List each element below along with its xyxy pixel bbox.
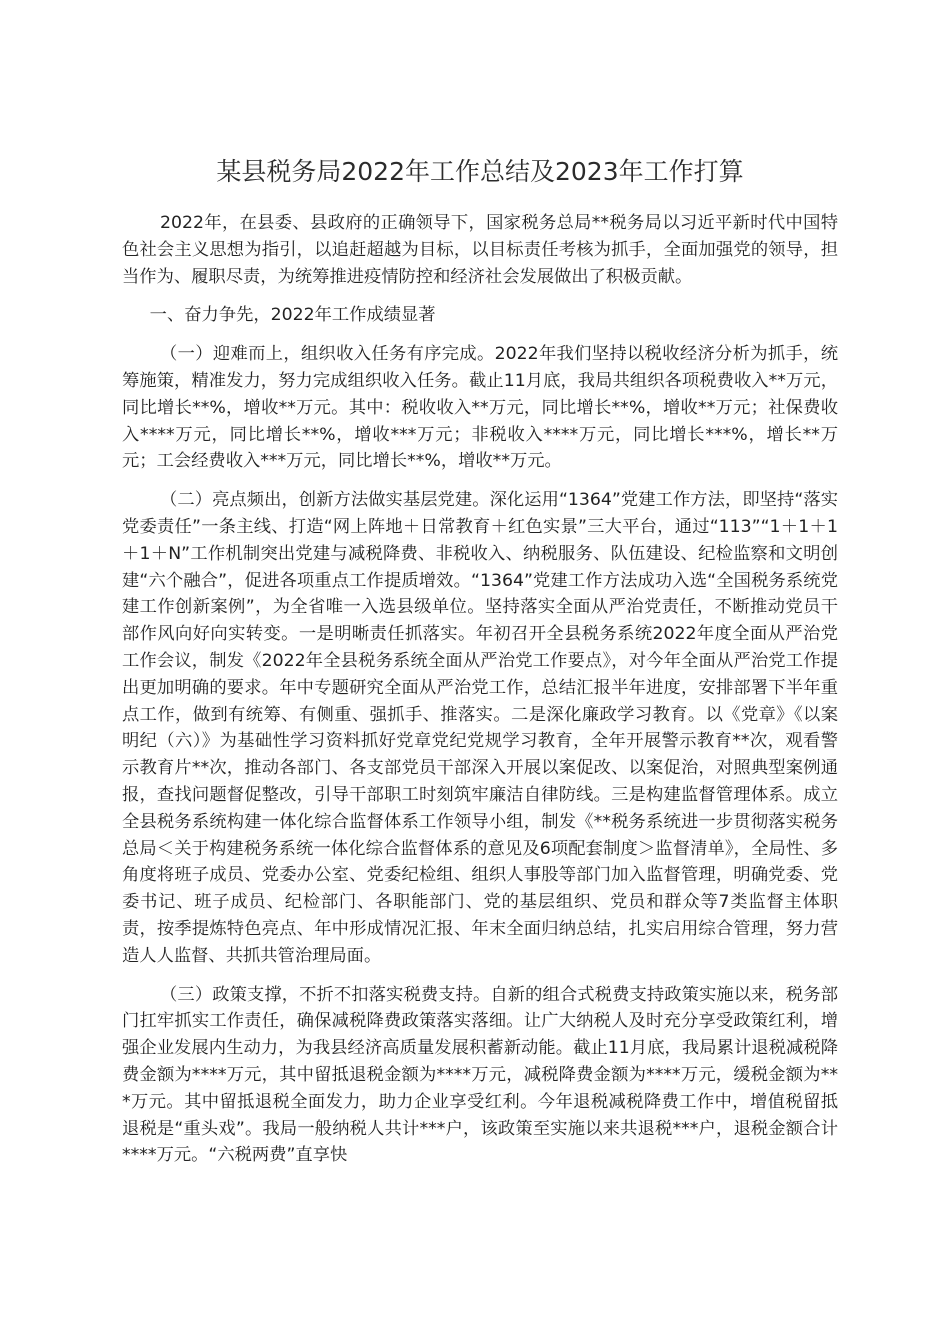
section-heading: 一、奋力争先，2022年工作成绩显著	[149, 305, 436, 326]
paragraph-tax-policy: （三）政策支撑，不折不扣落实税费支持。自新的组合式税费支持政策实施以来，税务部门扛牢抓实工作责任，确保减税降费政策落实落细。让广大纳税人及时充分享受政策红利，增强企业发展内生动力，为我县经济高质量发展积蓄新动能。截止11月底，我局累计退税减税降费金额为****万元，其中留抵退税金额为****万元，减税降费金额为****万元，缓税金额为***万元。其中留抵退税全面发力，助力企业享受红利。今年退税减税降费工作中，增值税留抵退税是“重头戏”。我局一般纳税人共计***户，该政策至实施以来共退税***户，退税金额合计****万元。“六税两费”直享快	[122, 984, 838, 1166]
document-page	[122, 152, 838, 1181]
paragraph-party-building: （二）亮点频出，创新方法做实基层党建。深化运用“1364”党建工作方法，即坚持“落实党委责任”一条主线、打造“网上阵地＋日常教育＋红色实景”三大平台，通过“113”“1＋1＋1＋1＋N”工作机制突出党建与减税降费、非税收入、纳税服务、队伍建设、纪检监察和文明创建“六个融合”，促进各项重点工作提质增效。“1364”党建工作方法成功入选“全国税务系统党建工作创新案例”，为全省唯一入选县级单位。坚持落实全面从严治党责任，不断推动党员干部作风向好向实转变。一是明晰责任抓落实。年初召开全县税务系统2022年度全面从严治党工作会议，制发《2022年全县税务系统全面从严治党工作要点》，对今年全面从严治党工作提出更加明确的要求。年中专题研究全面从严治党工作，总结汇报半年进度，安排部署下半年重点工作，做到有统筹、有侧重、强抓手、推落实。二是深化廉政学习教育。以《党章》《以案明纪（六）》为基础性学习资料抓好党章党纪党规学习教育，全年开展警示教育**次，观看警示教育片**次，推动各部门、各支部党员干部深入开展以案促改、以案促治，对照典型案例通报，查找问题督促整改，引导干部职工时刻筑牢廉洁自律防线。三是构建监督管理体系。成立全县税务系统构建一体化综合监督体系工作领导小组，制发《**税务系统进一步贯彻落实税务总局＜关于构建税务系统一体化综合监督体系的意见及6项配套制度＞监督清单》，全局性、多角度将班子成员、党委办公室、党委纪检组、组织人事股等部门加入监督管理，明确党委、党委书记、班子成员、纪检部门、各职能部门、党的基层组织、党员和群众等7类监督主体职责，按季提炼特色亮点、年中形成情况汇报、年末全面归纳总结，扎实启用综合管理，努力营造人人监督、共抓共管治理局面。	[122, 490, 838, 966]
document-title: 某县税务局2022年工作总结及2023年工作打算	[216, 157, 744, 186]
intro-paragraph: 2022年，在县委、县政府的正确领导下，国家税务总局**税务局以习近平新时代中国特色社会主义思想为指引，以追赶超越为目标，以目标责任考核为抓手，全面加强党的领导，担当作为、履职尽责，为统筹推进疫情防控和经济社会发展做出了积极贡献。	[122, 213, 838, 287]
paragraph-revenue: （一）迎难而上，组织收入任务有序完成。2022年我们坚持以税收经济分析为抓手，统筹施策，精准发力，努力完成组织收入任务。截止11月底，我局共组织各项税费收入**万元，同比增长**%，增收**万元。其中：税收收入**万元，同比增长**%，增收**万元；社保费收入****万元，同比增长**%，增收***万元；非税收入****万元，同比增长***%，增长**万元；工会经费收入***万元，同比增长**%，增收**万元。	[122, 344, 838, 472]
